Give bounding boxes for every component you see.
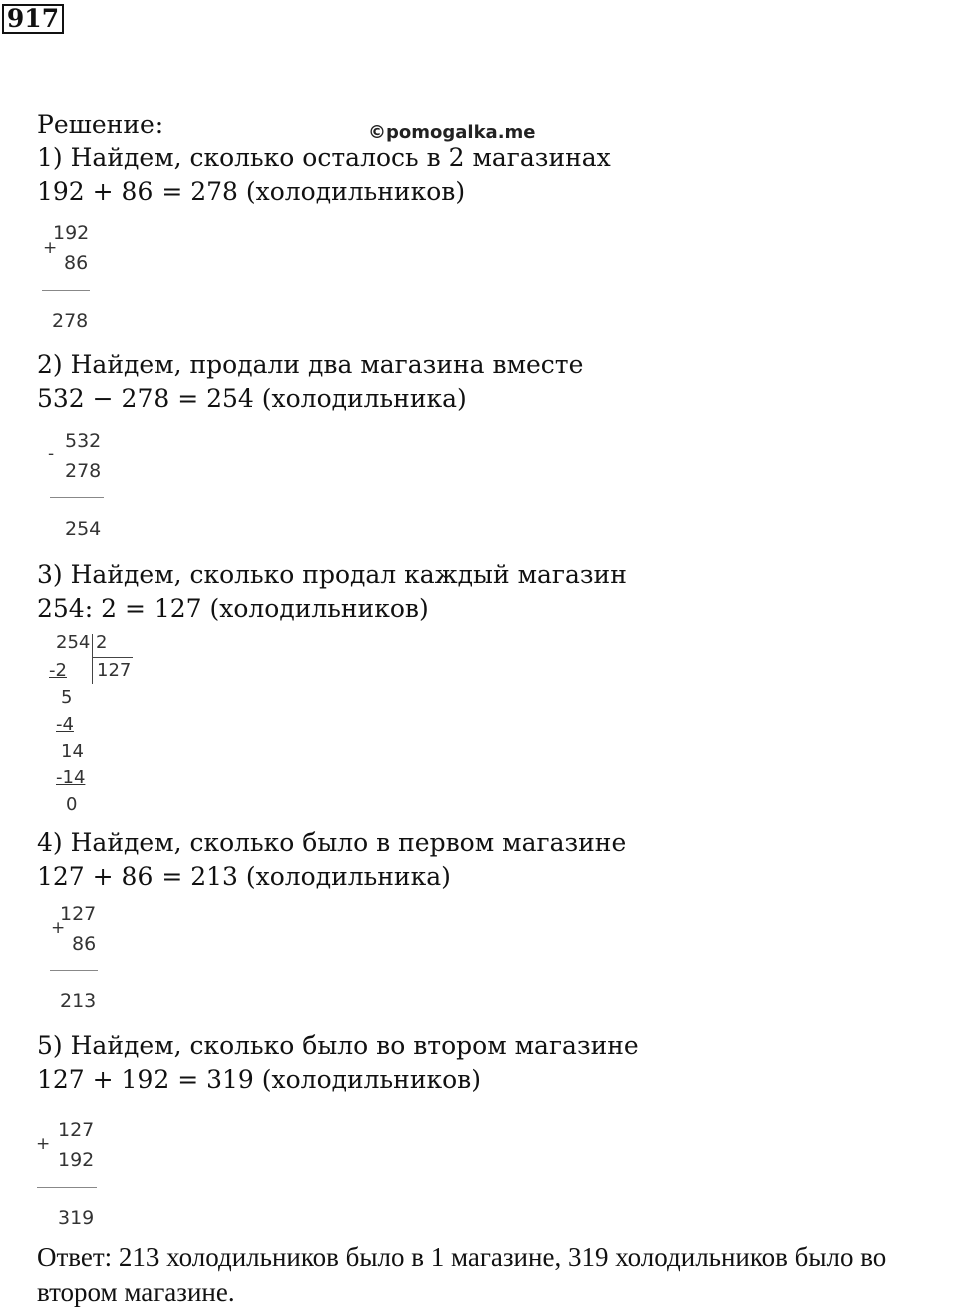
step-4-equation: 127 + 86 = 213 (холодильника) (37, 862, 451, 891)
minus-sign: - (48, 444, 55, 464)
step-1-equation: 192 + 86 = 278 (холодильников) (37, 177, 466, 206)
addend-bottom: 86 (72, 933, 97, 955)
problem-number-badge: 917 (2, 4, 64, 34)
solution-label: Решение: (37, 110, 164, 139)
step-5-equation: 127 + 192 = 319 (холодильников) (37, 1065, 481, 1094)
sum-result: 213 (60, 990, 97, 1012)
addend-bottom: 192 (58, 1149, 95, 1171)
step-2-title: 2) Найдем, продали два магазина вместе (37, 350, 584, 379)
plus-sign: + (43, 238, 58, 258)
difference-result: 254 (65, 518, 102, 540)
sum-result: 319 (58, 1207, 95, 1229)
division-line-6: 0 (66, 794, 78, 815)
watermark: ©pomogalka.me (368, 122, 536, 143)
step-3-equation: 254: 2 = 127 (холодильников) (37, 594, 429, 623)
division-line-5: -14 (56, 767, 86, 788)
step-1-title: 1) Найдем, сколько осталось в 2 магазинах (37, 143, 611, 172)
division-line-2: 5 (61, 687, 73, 708)
division-line-1: -2 (49, 660, 67, 681)
answer-line-1: Ответ: 213 холодильников было в 1 магазине, 319 холодильников было во (37, 1242, 887, 1272)
dividend: 254 (56, 632, 91, 653)
sum-line (50, 970, 98, 971)
plus-sign: + (36, 1134, 51, 1154)
sum-result: 278 (52, 310, 89, 332)
divisor: 2 (96, 632, 108, 653)
step-5-title: 5) Найдем, сколько было во втором магазине (37, 1031, 639, 1060)
addend-bottom: 86 (64, 252, 89, 274)
addend-top: 127 (60, 903, 97, 925)
quotient: 127 (97, 660, 132, 681)
step-4-title: 4) Найдем, сколько было в первом магазине (37, 828, 627, 857)
step-3-title: 3) Найдем, сколько продал каждый магазин (37, 560, 627, 589)
subtrahend: 278 (65, 460, 102, 482)
division-line-3: -4 (56, 714, 74, 735)
division-line-4: 14 (61, 741, 84, 762)
division-bar (92, 634, 93, 684)
sum-line (37, 1187, 97, 1188)
quotient-line (93, 657, 133, 658)
sum-line (42, 290, 90, 291)
step-2-equation: 532 − 278 = 254 (холодильника) (37, 384, 467, 413)
difference-line (50, 497, 104, 498)
minuend: 532 (65, 430, 102, 452)
answer-line-2: втором магазине. (37, 1277, 235, 1307)
addend-top: 127 (58, 1119, 95, 1141)
plus-sign: + (51, 918, 66, 938)
addend-top: 192 (53, 222, 90, 244)
